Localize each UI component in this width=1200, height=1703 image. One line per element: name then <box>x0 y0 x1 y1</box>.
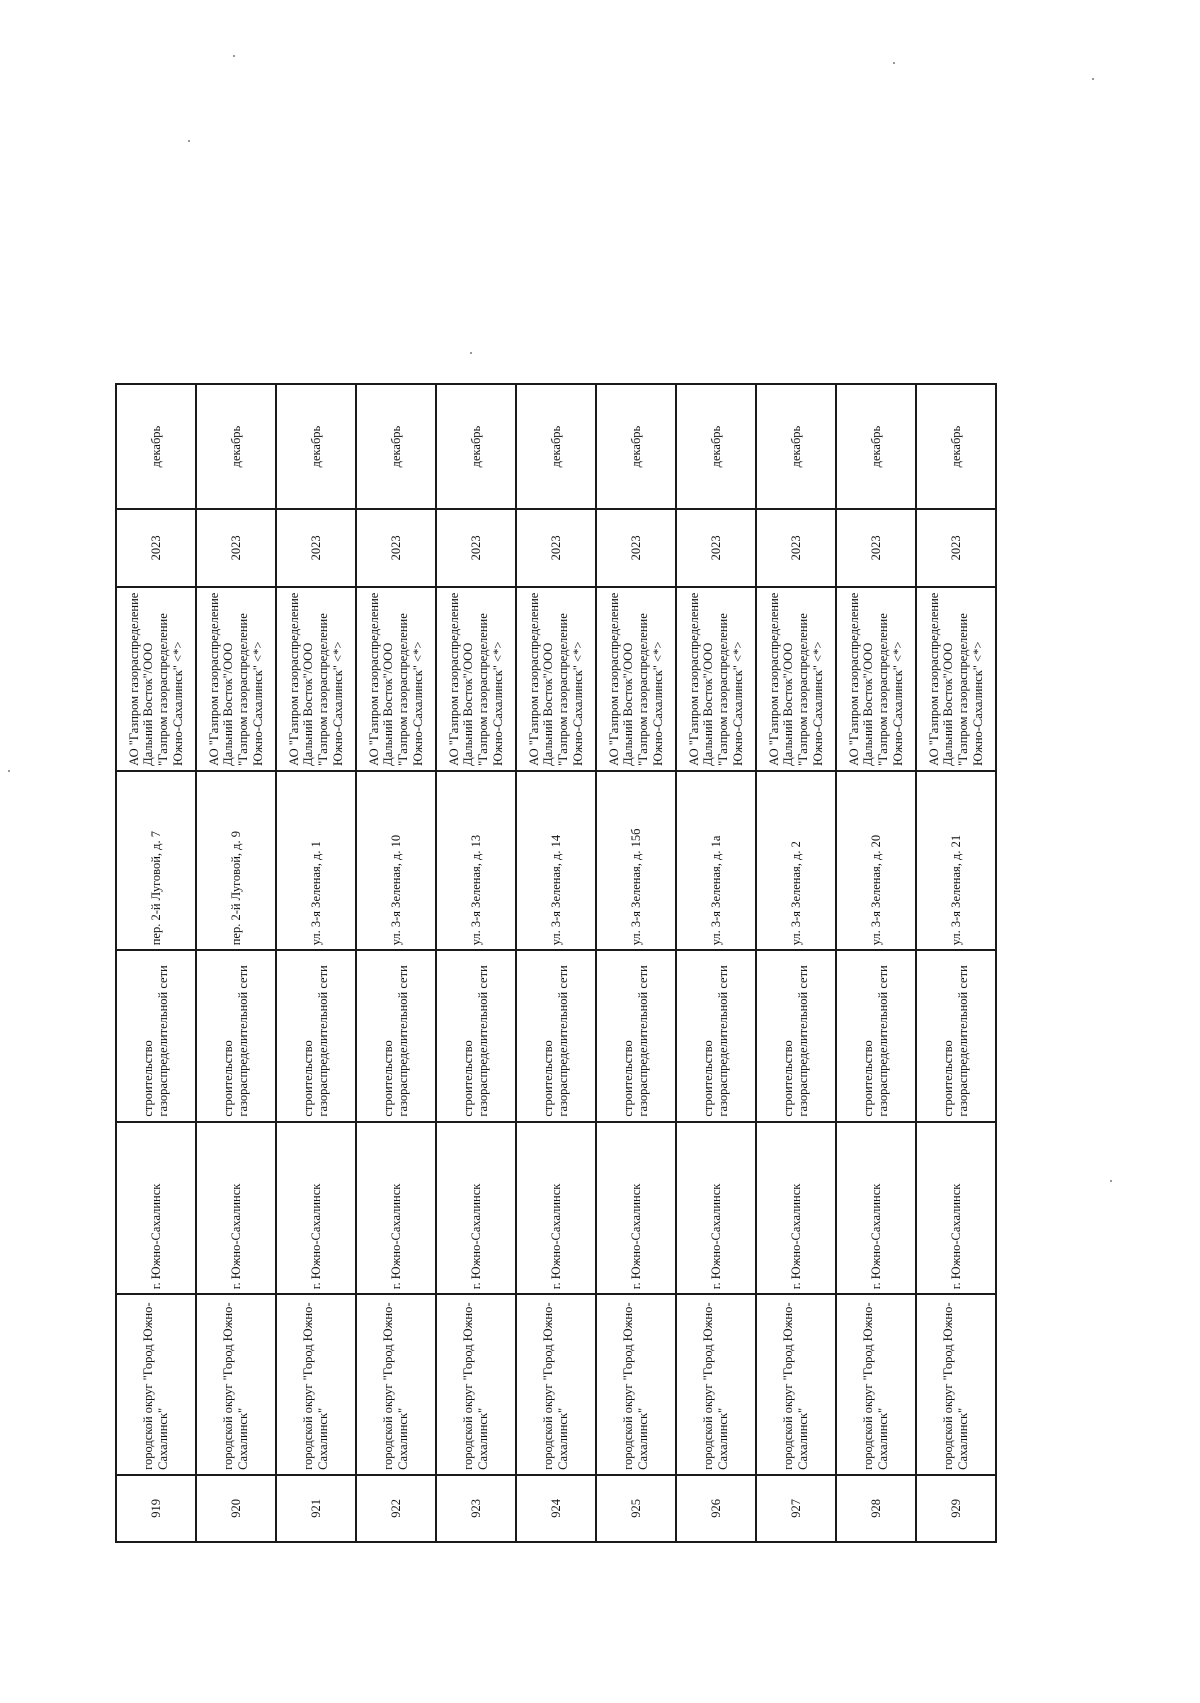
settlement: г. Южно-Сахалинск <box>836 1122 916 1295</box>
municipal-district: городской округ "Город Южно-Сахалинск" <box>516 1294 596 1475</box>
organization: АО "Газпром газораспределение Дальний Восток"/ООО "Газпром газораспределение Южно-Сахалинск" <*> <box>756 587 836 771</box>
address: ул. 3-я Зеленая, д. 20 <box>836 771 916 950</box>
address: пер. 2-й Луговой, д. 9 <box>196 771 276 950</box>
settlement: г. Южно-Сахалинск <box>116 1122 196 1295</box>
municipal-district: городской округ "Город Южно-Сахалинск" <box>916 1294 996 1475</box>
work-type: строительство газораспределительной сети <box>516 950 596 1121</box>
row-number: 921 <box>276 1475 356 1542</box>
scan-speck <box>233 55 235 57</box>
year: 2023 <box>516 509 596 587</box>
month: декабрь <box>356 384 436 509</box>
municipal-district: городской округ "Город Южно-Сахалинск" <box>676 1294 756 1475</box>
organization: АО "Газпром газораспределение Дальний Восток"/ООО "Газпром газораспределение Южно-Сахалинск" <*> <box>916 587 996 771</box>
table-row <box>676 384 756 1542</box>
month: декабрь <box>436 384 516 509</box>
municipal-district: городской округ "Город Южно-Сахалинск" <box>596 1294 676 1475</box>
table-row <box>596 384 676 1542</box>
table-row <box>276 384 356 1542</box>
month: декабрь <box>676 384 756 509</box>
work-type: строительство газораспределительной сети <box>276 950 356 1121</box>
month: декабрь <box>596 384 676 509</box>
scan-speck <box>188 140 190 142</box>
year: 2023 <box>116 509 196 587</box>
year: 2023 <box>356 509 436 587</box>
address: ул. 3-я Зеленая, д. 13 <box>436 771 516 950</box>
address: ул. 3-я Зеленая, д. 1а <box>676 771 756 950</box>
work-type: строительство газораспределительной сети <box>676 950 756 1121</box>
scan-speck <box>1092 78 1094 80</box>
settlement: г. Южно-Сахалинск <box>596 1122 676 1295</box>
address: ул. 3-я Зеленая, д. 10 <box>356 771 436 950</box>
municipal-district: городской округ "Город Южно-Сахалинск" <box>276 1294 356 1475</box>
row-number: 922 <box>356 1475 436 1542</box>
rotated-table-container <box>115 383 997 1543</box>
work-type: строительство газораспределительной сети <box>916 950 996 1121</box>
work-type: строительство газораспределительной сети <box>436 950 516 1121</box>
organization: АО "Газпром газораспределение Дальний Восток"/ООО "Газпром газораспределение Южно-Сахалинск" <*> <box>196 587 276 771</box>
address: ул. 3-я Зеленая, д. 21 <box>916 771 996 950</box>
table-row <box>436 384 516 1542</box>
work-type: строительство газораспределительной сети <box>596 950 676 1121</box>
organization: АО "Газпром газораспределение Дальний Восток"/ООО "Газпром газораспределение Южно-Сахалинск" <*> <box>676 587 756 771</box>
municipal-district: городской округ "Город Южно-Сахалинск" <box>836 1294 916 1475</box>
scan-speck <box>1110 1180 1112 1182</box>
municipal-district: городской округ "Город Южно-Сахалинск" <box>436 1294 516 1475</box>
address: ул. 3-я Зеленая, д. 15б <box>596 771 676 950</box>
year: 2023 <box>756 509 836 587</box>
municipal-district: городской округ "Город Южно-Сахалинск" <box>116 1294 196 1475</box>
work-type: строительство газораспределительной сети <box>356 950 436 1121</box>
table-row <box>836 384 916 1542</box>
row-number: 920 <box>196 1475 276 1542</box>
month: декабрь <box>516 384 596 509</box>
organization: АО "Газпром газораспределение Дальний Восток"/ООО "Газпром газораспределение Южно-Сахалинск" <*> <box>516 587 596 771</box>
year: 2023 <box>916 509 996 587</box>
work-type: строительство газораспределительной сети <box>836 950 916 1121</box>
row-number: 929 <box>916 1475 996 1542</box>
scan-speck <box>893 62 895 64</box>
settlement: г. Южно-Сахалинск <box>676 1122 756 1295</box>
organization: АО "Газпром газораспределение Дальний Восток"/ООО "Газпром газораспределение Южно-Сахалинск" <*> <box>116 587 196 771</box>
row-number: 923 <box>436 1475 516 1542</box>
organization: АО "Газпром газораспределение Дальний Восток"/ООО "Газпром газораспределение Южно-Сахалинск" <*> <box>596 587 676 771</box>
table-row <box>196 384 276 1542</box>
address: пер. 2-й Луговой, д. 7 <box>116 771 196 950</box>
year: 2023 <box>596 509 676 587</box>
year: 2023 <box>276 509 356 587</box>
row-number: 928 <box>836 1475 916 1542</box>
address: ул. 3-я Зеленая, д. 14 <box>516 771 596 950</box>
row-number: 927 <box>756 1475 836 1542</box>
settlement: г. Южно-Сахалинск <box>276 1122 356 1295</box>
settlement: г. Южно-Сахалинск <box>356 1122 436 1295</box>
gasification-schedule-table <box>115 383 997 1543</box>
organization: АО "Газпром газораспределение Дальний Восток"/ООО "Газпром газораспределение Южно-Сахалинск" <*> <box>356 587 436 771</box>
row-number: 924 <box>516 1475 596 1542</box>
year: 2023 <box>676 509 756 587</box>
settlement: г. Южно-Сахалинск <box>916 1122 996 1295</box>
month: декабрь <box>756 384 836 509</box>
month: декабрь <box>116 384 196 509</box>
year: 2023 <box>436 509 516 587</box>
scan-speck <box>470 352 472 354</box>
organization: АО "Газпром газораспределение Дальний Восток"/ООО "Газпром газораспределение Южно-Сахалинск" <*> <box>276 587 356 771</box>
row-number: 926 <box>676 1475 756 1542</box>
month: декабрь <box>196 384 276 509</box>
municipal-district: городской округ "Город Южно-Сахалинск" <box>356 1294 436 1475</box>
year: 2023 <box>836 509 916 587</box>
work-type: строительство газораспределительной сети <box>196 950 276 1121</box>
row-number: 919 <box>116 1475 196 1542</box>
table-row <box>916 384 996 1542</box>
row-number: 925 <box>596 1475 676 1542</box>
table-row <box>356 384 436 1542</box>
month: декабрь <box>916 384 996 509</box>
settlement: г. Южно-Сахалинск <box>516 1122 596 1295</box>
work-type: строительство газораспределительной сети <box>116 950 196 1121</box>
organization: АО "Газпром газораспределение Дальний Восток"/ООО "Газпром газораспределение Южно-Сахалинск" <*> <box>436 587 516 771</box>
table-row <box>116 384 196 1542</box>
address: ул. 3-я Зеленая, д. 1 <box>276 771 356 950</box>
settlement: г. Южно-Сахалинск <box>756 1122 836 1295</box>
municipal-district: городской округ "Город Южно-Сахалинск" <box>196 1294 276 1475</box>
settlement: г. Южно-Сахалинск <box>436 1122 516 1295</box>
municipal-district: городской округ "Город Южно-Сахалинск" <box>756 1294 836 1475</box>
year: 2023 <box>196 509 276 587</box>
address: ул. 3-я Зеленая, д. 2 <box>756 771 836 950</box>
table-row <box>516 384 596 1542</box>
settlement: г. Южно-Сахалинск <box>196 1122 276 1295</box>
table-body <box>116 384 996 1542</box>
scan-speck <box>8 770 10 772</box>
table-row <box>756 384 836 1542</box>
month: декабрь <box>836 384 916 509</box>
organization: АО "Газпром газораспределение Дальний Восток"/ООО "Газпром газораспределение Южно-Сахалинск" <*> <box>836 587 916 771</box>
work-type: строительство газораспределительной сети <box>756 950 836 1121</box>
month: декабрь <box>276 384 356 509</box>
